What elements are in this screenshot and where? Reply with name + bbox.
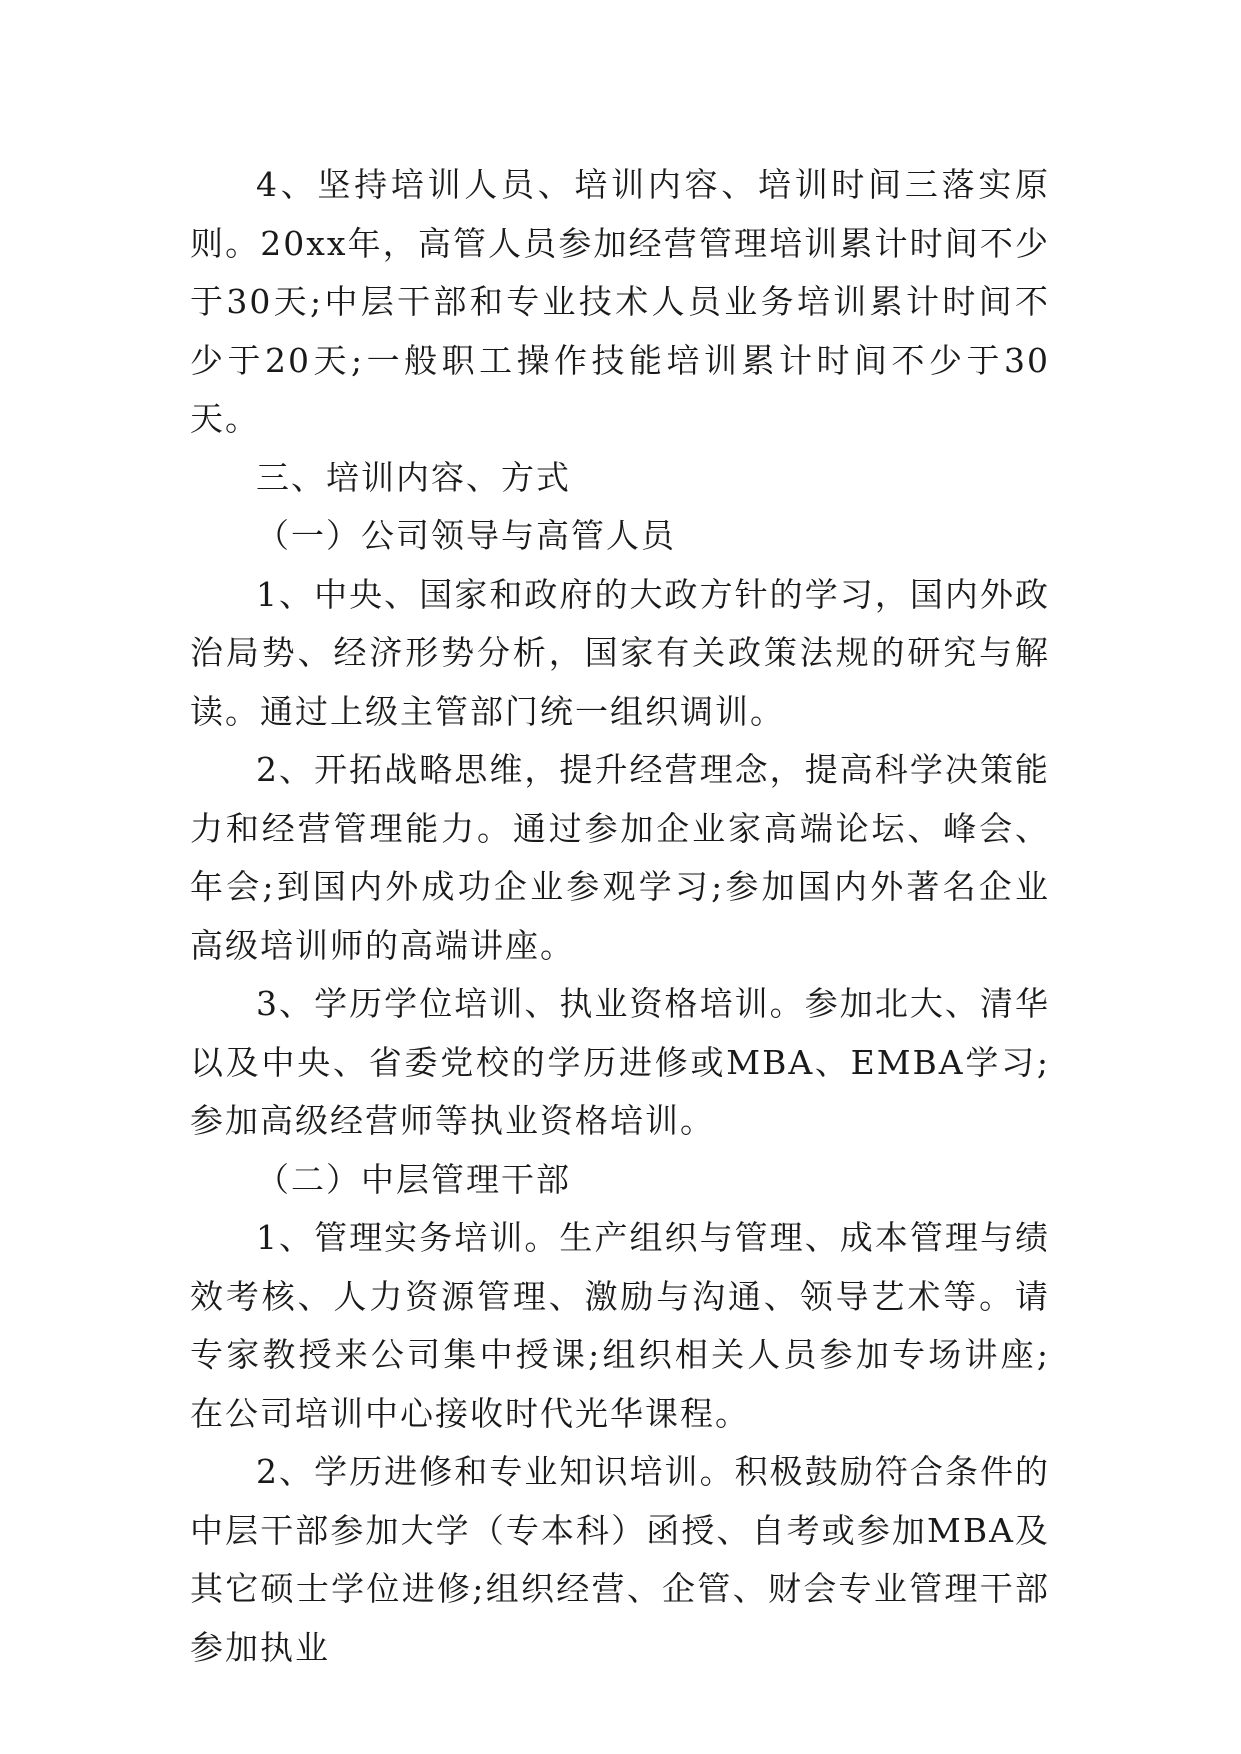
section-heading-training-content: 三、培训内容、方式 <box>256 457 571 497</box>
paragraph-training-principle: 4、坚持培训人员、培训内容、培训时间三落实原则。20xx年，高管人员参加经营管理培训累计时间不少于30天;中层干部和专业技术人员业务培训累计时间不少于20天;一般职工操作技能培训累计时间不少于30天。 <box>190 165 1050 438</box>
subsection-heading-leaders: （一）公司领导与高管人员 <box>256 516 676 555</box>
document-body <box>190 156 1050 1677</box>
subsection-heading-middle-managers: （二）中层管理干部 <box>256 1159 571 1199</box>
paragraph-leaders-item-1: 1、中央、国家和政府的大政方针的学习，国内外政治局势、经济形势分析，国家有关政策法规的研究与解读。通过上级主管部门统一组织调训。 <box>190 574 1050 731</box>
paragraph-leaders-item-3: 3、学历学位培训、执业资格培训。参加北大、清华以及中央、省委党校的学历进修或MBA、EMBA学习;参加高级经营师等执业资格培训。 <box>190 984 1050 1140</box>
paragraph-leaders-item-2: 2、开拓战略思维，提升经营理念，提高科学决策能力和经营管理能力。通过参加企业家高端论坛、峰会、年会;到国内外成功企业参观学习;参加国内外著名企业高级培训师的高端讲座。 <box>190 750 1050 965</box>
paragraph-managers-item-2: 2、学历进修和专业知识培训。积极鼓励符合条件的中层干部参加大学（专本科）函授、自考或参加MBA及其它硕士学位进修;组织经营、企管、财会专业管理干部参加执业 <box>190 1452 1050 1667</box>
paragraph-managers-item-1: 1、管理实务培训。生产组织与管理、成本管理与绩效考核、人力资源管理、激励与沟通、领导艺术等。请专家教授来公司集中授课;组织相关人员参加专场讲座;在公司培训中心接收时代光华课程。 <box>190 1218 1050 1433</box>
